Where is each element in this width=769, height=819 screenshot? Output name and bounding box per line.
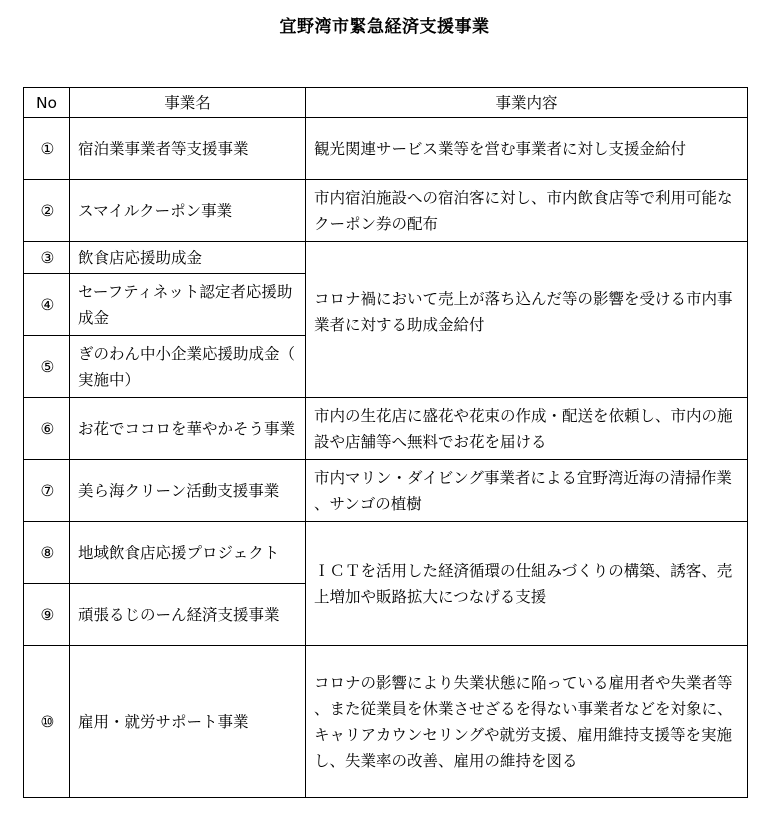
row-number: ①	[24, 118, 70, 180]
row-number: ④	[24, 274, 70, 336]
program-name: セーフティネット認定者応援助成金	[70, 274, 306, 336]
program-name: お花でココロを華やかそう事業	[70, 398, 306, 460]
program-name: 雇用・就労サポート事業	[70, 646, 306, 798]
table-row	[24, 118, 748, 180]
program-name: スマイルクーポン事業	[70, 180, 306, 242]
row-number: ⑤	[24, 336, 70, 398]
document-title: 宜野湾市緊急経済支援事業	[279, 17, 490, 37]
program-name: 頑張るじのーん経済支援事業	[70, 584, 306, 646]
row-number: ⑦	[24, 460, 70, 522]
program-name: 地域飲食店応援プロジェクト	[70, 522, 306, 584]
program-content: 市内宿泊施設への宿泊客に対し、市内飲食店等で利用可能なクーポン券の配布	[306, 180, 748, 242]
table-row	[24, 522, 748, 584]
program-name: 飲食店応援助成金	[70, 242, 306, 274]
row-number: ⑧	[24, 522, 70, 584]
row-number: ③	[24, 242, 70, 274]
table-header-row	[24, 88, 748, 118]
program-name: 美ら海クリーン活動支援事業	[70, 460, 306, 522]
header-no: No	[24, 88, 70, 118]
program-name: ぎのわん中小企業応援助成金（実施中）	[70, 336, 306, 398]
program-name: 宿泊業事業者等支援事業	[70, 118, 306, 180]
table-row	[24, 242, 748, 274]
table-row	[24, 398, 748, 460]
program-content: 市内の生花店に盛花や花束の作成・配送を依頼し、市内の施設や店舗等へ無料でお花を届ける	[306, 398, 748, 460]
table-row	[24, 646, 748, 798]
table-row	[24, 460, 748, 522]
header-program-name: 事業名	[70, 88, 306, 118]
row-number: ⑥	[24, 398, 70, 460]
header-program-content: 事業内容	[306, 88, 748, 118]
row-number: ⑨	[24, 584, 70, 646]
row-number: ②	[24, 180, 70, 242]
support-programs-table	[23, 87, 748, 798]
program-content: コロナの影響により失業状態に陥っている雇用者や失業者等、また従業員を休業させざるを得ない事業者などを対象に、キャリアカウンセリングや就労支援、雇用維持支援等を実施し、失業率の改善、雇用の維持を図る	[306, 646, 748, 798]
program-content: 観光関連サービス業等を営む事業者に対し支援金給付	[306, 118, 748, 180]
row-number: ⑩	[24, 646, 70, 798]
program-content: ＩＣＴを活用した経済循環の仕組みづくりの構築、誘客、売上増加や販路拡大につなげる支援	[306, 522, 748, 646]
program-content: 市内マリン・ダイビング事業者による宜野湾近海の清掃作業、サンゴの植樹	[306, 460, 748, 522]
table-row	[24, 180, 748, 242]
program-content: コロナ禍において売上が落ち込んだ等の影響を受ける市内事業者に対する助成金給付	[306, 242, 748, 398]
